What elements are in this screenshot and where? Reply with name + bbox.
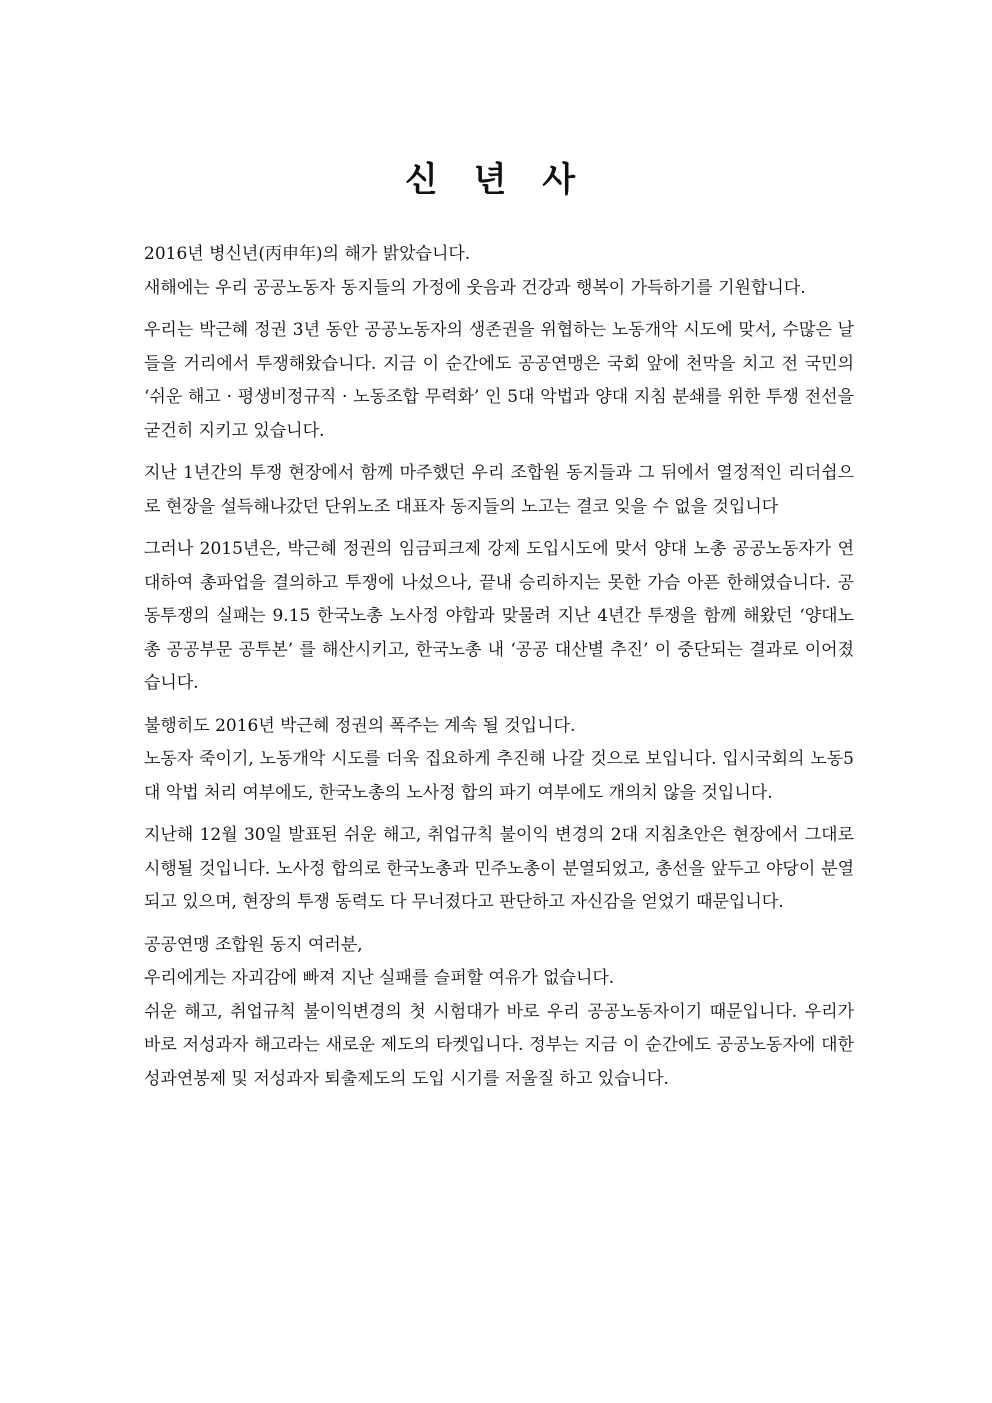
text-line: 우리는 박근혜 정권 3년 동안 공공노동자의 생존권을 위협하는 노동개악 시도에 맞서, 수많은 날들을 거리에서 투쟁해왔습니다. 지금 이 순간에도 공공연맹은 국회 앞에 천막을 치고 전 국민의 ‘쉬운 해고 · 평생비정규직 · 노동조합 무력화’ 인 5대 악법과 양대 지침 분쇄를 위한 투쟁 전선을 굳건히 지키고 있습니다. xyxy=(144,320,854,441)
text-line: 우리에게는 자괴감에 빠져 지난 실패를 슬퍼할 여유가 없습니다. xyxy=(144,968,615,988)
paragraph-struggle xyxy=(144,314,854,448)
text-line: 쉬운 해고, 취업규칙 불이익변경의 첫 시험대가 바로 우리 공공노동자이기 때문입니다. 우리가 바로 저성과자 해고라는 새로운 제도의 타켓입니다. 정부는 지금 이 순간에도 공공노동자에 대한 성과연봉제 및 저성과자 퇴출제도의 도입 시기를 저울질 하고 있습니다. xyxy=(144,1001,854,1089)
document-body xyxy=(144,238,854,1105)
paragraph-thanks xyxy=(144,457,854,524)
paragraph-2016-outlook xyxy=(144,710,854,811)
paragraph-appeal xyxy=(144,929,854,1097)
text-line: 지난해 12월 30일 발표된 쉬운 해고, 취업규칙 불이익 변경의 2대 지침초안은 현장에서 그대로 시행될 것입니다. 노사정 합의로 한국노총과 민주노총이 분열되었고, 총선을 앞두고 야당이 분열되고 있으며, 현장의 투쟁 동력도 다 무너졌다고 판단하고 자신감을 얻었기 때문입니다. xyxy=(144,825,854,912)
text-line: 불행히도 2016년 박근혜 정권의 폭주는 계속 될 것입니다. xyxy=(144,715,576,736)
page-title: 신 년 사 xyxy=(404,160,588,200)
paragraph-greeting xyxy=(144,238,854,305)
text-line: 2016년 병신년(丙申年)의 해가 밝았습니다. xyxy=(144,244,471,264)
paragraph-guidelines xyxy=(144,819,854,920)
text-line: 그러나 2015년은, 박근혜 정권의 임금피크제 강제 도입시도에 맞서 양대 노총 공공노동자가 연대하여 총파업을 결의하고 투쟁에 나섰으나, 끝내 승리하지는 못한 가슴 아픈 한해였습니다. 공동투쟁의 실패는 9.15 한국노총 노사정 야합과 맞물려 지난 4년간 투쟁을 함께 해왔던 ‘양대노총 공공부문 공투본’ 를 해산시키고, 한국노총 내 ‘공공 대산별 추진’ 이 중단되는 결과로 이어졌습니다. xyxy=(144,539,854,693)
text-line: 공공연맹 조합원 동지 여러분, xyxy=(144,934,363,955)
paragraph-2015-review xyxy=(144,533,854,701)
text-line: 노동자 죽이기, 노동개악 시도를 더욱 집요하게 추진해 나갈 것으로 보입니다. 입시국회의 노동5대 악법 처리 여부에도, 한국노총의 노사정 합의 파기 여부에도 개의치 않을 것입니다. xyxy=(144,749,854,803)
text-line: 지난 1년간의 투쟁 현장에서 함께 마주했던 우리 조합원 동지들과 그 뒤에서 열정적인 리더쉽으로 현장을 설득해나갔던 단위노조 대표자 동지들의 노고는 결코 잊을 수 없을 것입니다 xyxy=(144,463,854,517)
text-line: 새해에는 우리 공공노동자 동지들의 가정에 웃음과 건강과 행복이 가득하기를 기원합니다. xyxy=(144,277,806,298)
